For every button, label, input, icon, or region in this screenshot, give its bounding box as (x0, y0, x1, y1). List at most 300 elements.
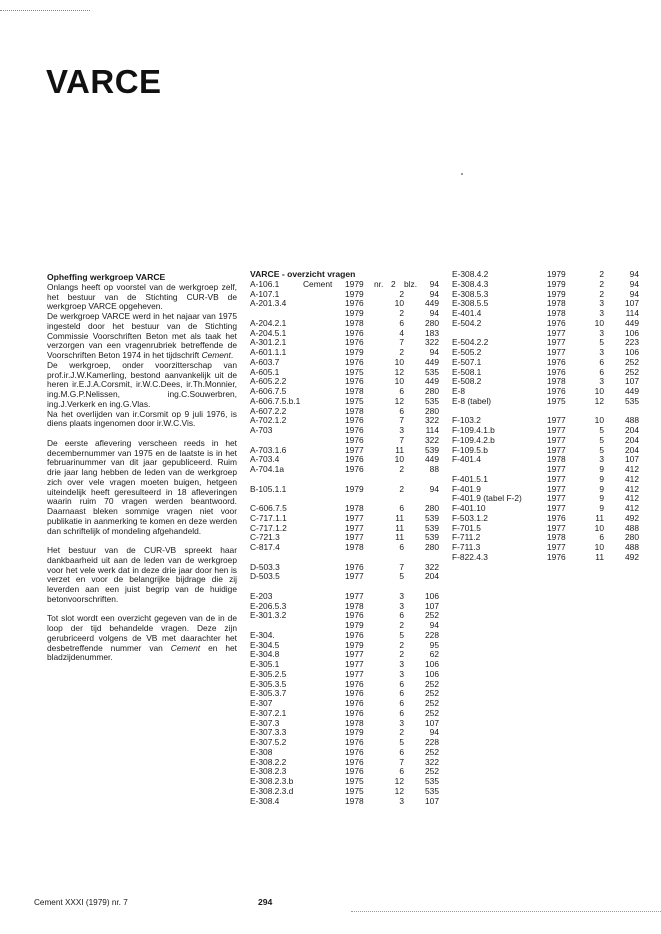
row-year: 1976 (345, 629, 364, 640)
row-year: 1979 (345, 308, 364, 318)
row-nr: 11 (595, 551, 604, 562)
row-nr: 3 (599, 327, 604, 338)
row-year: 1979 (345, 288, 364, 299)
row-nr: 3 (399, 600, 404, 611)
row-nr: 5 (399, 737, 404, 747)
row-year: 1977 (547, 415, 566, 426)
row-nr: 6 (399, 678, 404, 689)
row-year: 1977 (345, 571, 364, 582)
row-nr: 5 (599, 444, 604, 455)
row-nr: 10 (394, 298, 404, 309)
row-page: 252 (425, 688, 439, 699)
journal-label: Cement (303, 278, 333, 289)
row-code: E-307.5.2 (250, 737, 287, 747)
row-page: 449 (425, 356, 439, 367)
row-year: 1976 (345, 425, 364, 435)
row-nr: 2 (399, 308, 404, 318)
speck (461, 173, 463, 175)
row-page: 539 (425, 522, 439, 533)
row-year: 1978 (547, 454, 566, 465)
row-year: 1976 (345, 434, 364, 445)
row-page: 94 (429, 288, 439, 299)
row-page: 107 (425, 717, 439, 728)
row-page: 449 (625, 317, 639, 328)
row-nr: 3 (599, 454, 604, 465)
row-code: F-503.1.2 (452, 512, 488, 523)
journal-name: Cement (170, 642, 201, 653)
row-page: 107 (625, 454, 639, 465)
row-year: 1976 (345, 298, 364, 309)
row-page: 94 (629, 278, 639, 289)
row-year: 1977 (345, 649, 364, 660)
article-paragraph (47, 312, 237, 361)
row-code: E-308.2.3.d (250, 785, 294, 796)
footer-journal: Cement XXXI (1979) nr. 7 (34, 898, 128, 907)
row-page: 223 (625, 337, 639, 348)
row-year: 1976 (345, 756, 364, 767)
row-page: 322 (425, 415, 439, 426)
row-year: 1978 (345, 542, 364, 552)
row-nr: 5 (599, 337, 604, 348)
row-code: A-601.1.1 (250, 347, 287, 357)
row-page: 280 (625, 532, 639, 543)
row-nr: 12 (394, 785, 404, 796)
row-code: F-401.10 (452, 503, 486, 513)
row-code: F-109.4.1.b (452, 425, 495, 435)
row-year: 1975 (547, 395, 566, 406)
row-page: 412 (625, 493, 639, 504)
row-code: E-308.2.2 (250, 756, 287, 767)
article-text: . (230, 350, 234, 360)
row-code: E-307.2.1 (250, 707, 287, 718)
row-nr: 6 (599, 356, 604, 367)
row-year: 1976 (547, 512, 566, 523)
row-year: 1979 (345, 278, 364, 289)
row-page: 106 (425, 590, 439, 601)
row-code: E-305.2.5 (250, 668, 287, 679)
row-page: 252 (625, 356, 639, 367)
row-year: 1979 (547, 278, 566, 289)
row-nr: 6 (399, 707, 404, 718)
row-nr: 11 (395, 512, 404, 523)
table-row (250, 543, 470, 553)
row-page: 114 (625, 308, 639, 318)
row-nr: 5 (399, 629, 404, 640)
overview-heading: VARCE - overzicht vragen (250, 269, 356, 279)
row-code: A-607.2.2 (250, 405, 287, 416)
row-page: 228 (425, 629, 439, 640)
row-code: C-717.1.1 (250, 512, 287, 523)
row-page: 535 (425, 785, 439, 796)
row-code: A-107.1 (250, 288, 280, 299)
row-page: 535 (625, 395, 639, 406)
row-year: 1976 (547, 386, 566, 396)
row-nr: 9 (599, 464, 604, 474)
row-nr: 6 (399, 386, 404, 396)
row-nr: 10 (394, 356, 404, 367)
row-year: 1976 (345, 698, 364, 708)
row-code: F-109.4.2.b (452, 434, 495, 445)
row-page: 252 (425, 610, 439, 621)
row-code: E-308.4.2 (452, 269, 489, 279)
row-page: 280 (425, 405, 439, 416)
row-code: E-305.3.7 (250, 688, 287, 699)
table-row (250, 465, 470, 475)
table-row (250, 572, 470, 582)
row-year: 1977 (547, 522, 566, 533)
row-page: 107 (625, 298, 639, 309)
row-year: 1976 (345, 678, 364, 689)
row-page: 252 (425, 678, 439, 689)
row-nr: 11 (595, 512, 604, 523)
row-page: 322 (425, 434, 439, 445)
row-page: 204 (425, 571, 439, 582)
row-page: 280 (425, 503, 439, 513)
row-year: 1979 (345, 483, 364, 494)
row-page: 535 (425, 366, 439, 377)
row-year: 1977 (547, 425, 566, 435)
row-code: F-401.4 (452, 454, 481, 465)
row-nr: 3 (399, 425, 404, 435)
row-code: A-106.1 (250, 278, 280, 289)
row-page: 252 (425, 766, 439, 777)
row-year: 1976 (547, 317, 566, 328)
article-paragraph: De werkgroep, onder voorzitterschap van prof.ir.J.W.Kamerling, bestond aanvankelijk uit de heren ir.E.J.A.Corsmit, ir.W.C.Dees, ir.Th.Monnier, ing.M.G.P.Nelissen, ing.C.Souwerbren, ing.J.Verkerk en ing.G.Vlas. (47, 359, 237, 409)
row-year: 1977 (547, 327, 566, 338)
article-paragraph: De eerste aflevering verscheen reeds in het decembernummer van 1975 en de laatste is in het februarinummer van dit jaar gepubliceerd. Ruim drie jaar lang hebben de leden van de werkgroep zich over vele vragen moeten buigen, hetgeen uiteindelijk heeft geresulteerd in 18 afleveringen waarin ruim 70 vragen werden beantwoord. Daarnaast bleken sommige vragen niet voor publikatie in aanmerking te komen en deze werden dan schriftelijk of mondeling afgehandeld. (47, 437, 237, 536)
row-code: E-508.1 (452, 366, 482, 377)
row-code: A-605.2.2 (250, 376, 287, 387)
row-nr: 2 (391, 278, 396, 289)
row-page: 322 (425, 337, 439, 348)
row-page: 412 (625, 503, 639, 513)
row-code: B-105.1.1 (250, 483, 287, 494)
row-year: 1978 (345, 503, 364, 513)
row-code: A-606.7.5 (250, 386, 287, 396)
row-year: 1977 (345, 512, 364, 523)
row-year: 1978 (547, 308, 566, 318)
row-nr: 9 (599, 503, 604, 513)
row-nr: 3 (399, 659, 404, 669)
row-year: 1977 (547, 483, 566, 494)
row-page: 107 (425, 600, 439, 611)
row-code: F-711.2 (452, 532, 481, 543)
article-paragraph (47, 614, 237, 663)
bottom-rule (351, 911, 661, 912)
journal-name: Cement (201, 350, 231, 360)
row-code: E-301.3.2 (250, 610, 287, 621)
row-page: 252 (425, 698, 439, 708)
row-year: 1975 (345, 776, 364, 786)
row-year: 1977 (547, 337, 566, 348)
row-page: 94 (429, 620, 439, 630)
row-code: E-504.2.2 (452, 337, 489, 348)
row-year: 1978 (547, 376, 566, 387)
row-nr: 9 (599, 473, 604, 484)
row-nr: 10 (394, 454, 404, 465)
row-code: A-603.7 (250, 356, 280, 367)
row-year: 1977 (345, 668, 364, 679)
row-page: 106 (425, 668, 439, 679)
row-year: 1976 (345, 464, 364, 474)
row-nr: 2 (599, 269, 604, 279)
row-nr: 10 (594, 415, 604, 426)
row-code: E-308.2.3.b (250, 776, 294, 786)
row-code: E-308.5.3 (452, 288, 489, 299)
row-page: 449 (425, 376, 439, 387)
row-nr: 12 (394, 395, 404, 406)
row-code: E-307.3 (250, 717, 280, 728)
row-nr: 6 (599, 532, 604, 543)
row-page: 94 (629, 288, 639, 299)
row-year: 1976 (345, 376, 364, 387)
row-nr: 6 (399, 766, 404, 777)
row-year: 1977 (547, 434, 566, 445)
row-page: 449 (425, 454, 439, 465)
row-code: E-505.2 (452, 347, 482, 357)
row-page: 95 (429, 639, 439, 650)
row-nr: 2 (399, 347, 404, 357)
row-nr: 5 (599, 434, 604, 445)
row-page: 204 (625, 444, 639, 455)
row-year: 1977 (547, 503, 566, 513)
row-page: 228 (425, 737, 439, 747)
row-nr: 11 (395, 522, 404, 533)
row-page: 107 (625, 376, 639, 387)
row-code: A-301.2.1 (250, 337, 287, 348)
row-nr: 5 (599, 425, 604, 435)
row-page: 94 (429, 483, 439, 494)
row-nr: 3 (599, 298, 604, 309)
row-code: A-703.4 (250, 454, 280, 465)
row-page: 106 (625, 327, 639, 338)
row-nr: 3 (399, 795, 404, 806)
row-code: E-507.1 (452, 356, 482, 367)
row-year: 1977 (345, 522, 364, 533)
row-year: 1976 (345, 707, 364, 718)
row-code: F-711.3 (452, 542, 481, 552)
row-page: 204 (625, 425, 639, 435)
row-code: E-308.5.5 (452, 298, 489, 309)
row-nr: 9 (599, 483, 604, 494)
row-code: E-401.4 (452, 308, 482, 318)
row-year: 1979 (547, 288, 566, 299)
article-column (47, 273, 237, 663)
row-code: E-308 (250, 746, 273, 757)
row-code: F-401.9 (452, 483, 481, 494)
row-page: 94 (429, 308, 439, 318)
row-page: 539 (425, 512, 439, 523)
row-code: F-401.5.1 (452, 473, 488, 484)
row-year: 1975 (345, 366, 364, 377)
row-year: 1977 (547, 493, 566, 504)
row-page: 280 (425, 542, 439, 552)
row-nr: 2 (399, 288, 404, 299)
row-nr: 3 (599, 347, 604, 357)
row-nr: 10 (394, 376, 404, 387)
row-code: A-201.3.4 (250, 298, 287, 309)
row-nr: 7 (399, 415, 404, 426)
row-page: 252 (625, 366, 639, 377)
row-year: 1977 (547, 444, 566, 455)
row-page: 322 (425, 561, 439, 572)
row-page: 488 (625, 415, 639, 426)
row-page: 94 (629, 269, 639, 279)
row-year: 1978 (345, 405, 364, 416)
row-nr: 5 (399, 571, 404, 582)
top-rule (0, 10, 90, 11)
row-nr: 3 (399, 590, 404, 601)
row-page: 94 (429, 727, 439, 738)
row-nr: 12 (394, 366, 404, 377)
row-nr: 6 (399, 405, 404, 416)
row-code: F-822.4.3 (452, 551, 488, 562)
row-code: A-704.1a (250, 464, 284, 474)
row-code: E-307 (250, 698, 273, 708)
row-year: 1976 (345, 356, 364, 367)
row-code: A-204.2.1 (250, 317, 287, 328)
row-year: 1977 (547, 473, 566, 484)
row-code: C-717.1.2 (250, 522, 287, 533)
row-page: 252 (425, 707, 439, 718)
row-page: 412 (625, 473, 639, 484)
row-year: 1976 (345, 737, 364, 747)
article-text: De werkgroep VARCE werd in het najaar van 1975 ingesteld door het bestuur van de Stichting Commissie Voorschriften Beton met als taak het verzorgen van een vragenrubriek betreffende de Voorschriften Beton 1974 in het tijdschrift (47, 311, 237, 360)
row-page: 107 (425, 795, 439, 806)
row-code: E-504.2 (452, 317, 482, 328)
row-page: 94 (429, 278, 439, 289)
row-nr: 7 (399, 434, 404, 445)
row-nr: 12 (594, 395, 604, 406)
row-nr: 2 (399, 464, 404, 474)
row-nr: 2 (399, 649, 404, 660)
row-code: F-109.5.b (452, 444, 488, 455)
row-nr: 7 (399, 561, 404, 572)
nr-label: nr. (374, 278, 384, 289)
row-code: E-203 (250, 590, 273, 601)
row-nr: 6 (399, 688, 404, 699)
row-year: 1975 (345, 395, 364, 406)
row-page: 204 (625, 434, 639, 445)
row-nr: 10 (594, 386, 604, 396)
row-nr: 2 (399, 727, 404, 738)
row-code: C-721.3 (250, 532, 280, 543)
row-code: F-103.2 (452, 415, 481, 426)
row-page: 94 (429, 347, 439, 357)
article-paragraph: Na het overlijden van ir.Corsmit op 9 juli 1976, is diens plaats ingenomen door ir.W.C.Vis. (47, 408, 237, 429)
row-year: 1979 (345, 727, 364, 738)
row-nr: 6 (399, 542, 404, 552)
footer-page-number: 294 (258, 897, 273, 907)
row-page: 114 (425, 425, 439, 435)
row-nr: 2 (599, 278, 604, 289)
article-text: en het bladzijdenummer. (47, 642, 237, 663)
row-page: 412 (625, 483, 639, 494)
row-nr: 9 (599, 493, 604, 504)
overview-table-left (250, 270, 470, 806)
row-nr: 7 (399, 756, 404, 767)
row-page: 539 (425, 444, 439, 455)
row-year: 1976 (547, 551, 566, 562)
row-year: 1976 (345, 610, 364, 621)
row-page: 322 (425, 756, 439, 767)
table-row (452, 397, 652, 407)
row-nr: 10 (594, 522, 604, 533)
row-code: A-703 (250, 425, 273, 435)
row-year: 1977 (345, 590, 364, 601)
row-nr: 7 (399, 337, 404, 348)
row-code: E-206.5.3 (250, 600, 287, 611)
row-page: 62 (429, 649, 439, 660)
row-year: 1977 (547, 347, 566, 357)
row-year: 1979 (345, 620, 364, 630)
row-page: 449 (425, 298, 439, 309)
row-nr: 2 (399, 639, 404, 650)
row-year: 1976 (345, 746, 364, 757)
row-code: A-606.7.5.b.1 (250, 395, 301, 406)
row-page: 280 (425, 386, 439, 396)
row-code: D-503.5 (250, 571, 280, 582)
row-nr: 12 (394, 776, 404, 786)
row-page: 280 (425, 317, 439, 328)
row-nr: 3 (599, 308, 604, 318)
row-code: E-304. (250, 629, 275, 640)
row-year: 1977 (345, 659, 364, 669)
row-nr: 2 (599, 288, 604, 299)
row-year: 1976 (345, 688, 364, 699)
row-code: A-702.1.2 (250, 415, 287, 426)
row-page: 252 (425, 746, 439, 757)
row-nr: 6 (599, 366, 604, 377)
blz-label: blz. (404, 278, 418, 289)
row-code: E-8 (452, 386, 466, 396)
row-code: C-606.7.5 (250, 503, 287, 513)
table-row (452, 553, 652, 563)
row-page: 106 (425, 659, 439, 669)
row-page: 449 (625, 386, 639, 396)
row-year: 1975 (345, 785, 364, 796)
row-year: 1978 (345, 317, 364, 328)
row-code: F-401.9 (tabel F-2) (452, 493, 522, 504)
row-year: 1977 (345, 532, 364, 543)
row-code: E-305.3.5 (250, 678, 287, 689)
row-year: 1978 (345, 717, 364, 728)
row-code: A-703.1.6 (250, 444, 287, 455)
row-year: 1978 (547, 298, 566, 309)
table-row (250, 485, 470, 495)
row-page: 106 (625, 347, 639, 357)
row-page: 183 (425, 327, 439, 338)
row-code: E-308.2.3 (250, 766, 287, 777)
row-nr: 10 (594, 542, 604, 552)
row-year: 1976 (547, 366, 566, 377)
row-code: E-8 (tabel) (452, 395, 492, 406)
row-nr: 2 (399, 620, 404, 630)
table-row (250, 797, 470, 807)
row-year: 1978 (345, 386, 364, 396)
row-page: 535 (425, 395, 439, 406)
row-year: 1979 (345, 639, 364, 650)
row-year: 1978 (345, 795, 364, 806)
row-code: E-308.4 (250, 795, 280, 806)
article-text: Tot slot wordt een overzicht gegeven van de in de loop der tijd behandelde vragen. Deze zijn gerubriceerd volgens de VB met daarachter het desbetreffende nummer van (47, 613, 237, 653)
row-page: 412 (625, 464, 639, 474)
row-nr: 3 (399, 668, 404, 679)
row-code: D-503.3 (250, 561, 280, 572)
row-page: 88 (429, 464, 439, 474)
article-heading: Opheffing werkgroep VARCE (47, 272, 166, 282)
row-code: A-204.5.1 (250, 327, 287, 338)
